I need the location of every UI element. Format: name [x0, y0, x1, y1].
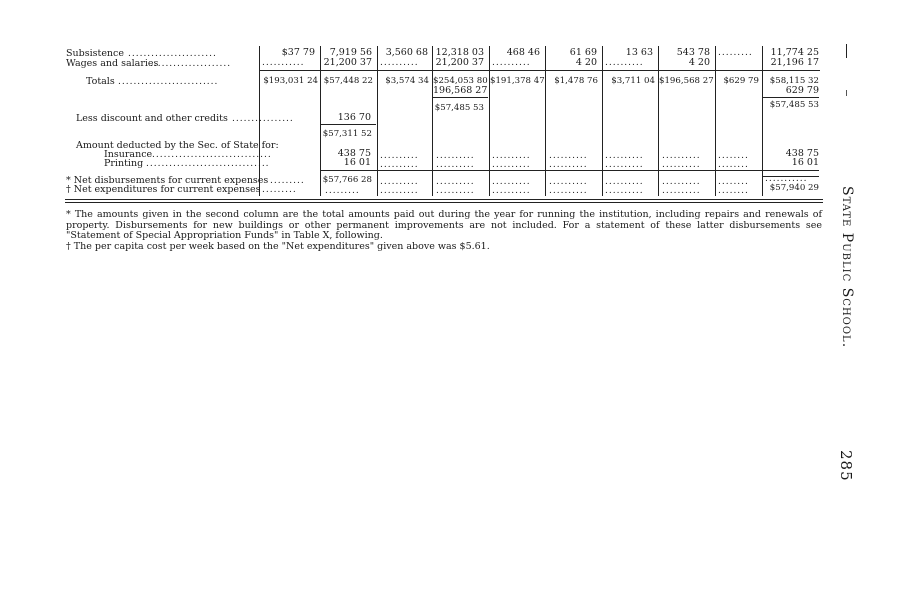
leader-dots: ..........	[436, 186, 475, 196]
footnote-star: * The amounts given in the second column are the total amounts paid out during the year for running the institution, including repairs and renewals of property. Disbursements for new buildings or other permanent improvements are not included. For a statement of these latter disbursements see "Statement of Special Appropriation Funds" in Table X, following.	[66, 209, 822, 241]
leader-dots: ..........	[492, 151, 531, 161]
leader-dots: ..........	[605, 160, 644, 170]
leader-dots: ........	[718, 186, 749, 196]
table-cell: 136 70	[337, 112, 371, 123]
leader-dots: ..........	[436, 151, 475, 161]
table-cell: 4 20	[575, 57, 597, 68]
leader-dots: ..........	[549, 177, 588, 187]
table-cell: 438 75	[785, 148, 819, 159]
leader-dots: ..........	[605, 151, 644, 161]
leader-dots: ..........	[380, 160, 419, 170]
leader-dots: ...............................	[152, 150, 272, 160]
table-cell: 11,774 25	[770, 47, 819, 58]
column-rule	[489, 46, 490, 196]
leader-dots: ..........	[492, 160, 531, 170]
table-cell: $57,311 52	[322, 129, 372, 139]
leader-dots: ..........	[436, 177, 475, 187]
leader-dots: ........	[718, 151, 749, 161]
leader-dots: ..........	[549, 151, 588, 161]
leader-dots: ..........	[662, 151, 701, 161]
table-cell: 3,560 68	[385, 47, 428, 58]
subtotal-rule	[321, 124, 376, 125]
row-label-insurance: Insurance	[104, 149, 153, 160]
table-cell: $1,478 76	[554, 76, 598, 86]
table-cell: $57,448 22	[323, 76, 373, 86]
leader-dots: ..........	[662, 160, 701, 170]
leader-dots: ..........	[605, 58, 644, 68]
leader-dots: ........	[718, 160, 749, 170]
subtotal-rule	[763, 97, 819, 98]
leader-dots: .........	[325, 186, 360, 196]
row-label-net-disbursements: * Net disbursements for current expenses	[66, 175, 269, 186]
row-label-less-discount: Less discount and other credits	[76, 113, 228, 124]
net-rule	[321, 170, 819, 171]
page-number: 285	[837, 450, 855, 482]
table-cell: $191,378 47	[490, 76, 545, 86]
table-cell: $629 79	[723, 76, 759, 86]
leader-dots: ..........	[605, 186, 644, 196]
table-cell: $57,766 28	[322, 175, 372, 185]
table-cell: $37 79	[281, 47, 315, 58]
table-cell: $57,485 53	[769, 100, 819, 110]
table-cell: 7,919 56	[329, 47, 372, 58]
table-cell: 21,200 37	[435, 57, 484, 68]
leader-dots: ..........	[549, 160, 588, 170]
column-rule	[658, 46, 659, 196]
leader-dots: .......................	[128, 49, 217, 59]
column-rule	[715, 46, 716, 196]
table-cell: $57,485 53	[434, 103, 484, 113]
leader-dots: ..........	[662, 177, 701, 187]
leader-dots: .........	[262, 185, 297, 195]
row-label-amount-deducted: Amount deducted by the Sec. of State for:	[76, 140, 279, 151]
leader-dots: ................	[232, 114, 294, 124]
row-label-wages: Wages and salaries	[66, 58, 159, 69]
leader-dots: ..........	[662, 186, 701, 196]
table-cell: 16 01	[343, 157, 371, 168]
table-cell: $196,568 27	[659, 76, 714, 86]
leader-dots: ..........	[380, 58, 419, 68]
table-cell: 16 01	[791, 157, 819, 168]
table-cell: $254,053 80	[433, 76, 488, 86]
leader-dots: ..........................	[118, 77, 219, 87]
subtotal-rule	[433, 97, 488, 98]
table-cell: 196,568 27	[433, 85, 488, 96]
table-cell: 13 63	[625, 47, 653, 58]
table-cell: $193,031 24	[263, 76, 318, 86]
table-cell: $3,711 04	[611, 76, 655, 86]
column-rule	[545, 46, 546, 196]
margin-mark	[846, 44, 847, 58]
leader-dots: ................................	[146, 159, 270, 169]
row-label-totals: Totals	[86, 76, 115, 87]
table-cell: 543 78	[676, 47, 710, 58]
totals-rule	[260, 70, 820, 71]
margin-mark	[846, 90, 847, 96]
leader-dots: ..........	[492, 186, 531, 196]
table-cell: $3,574 34	[385, 76, 429, 86]
table-cell: $58,115 32	[769, 76, 819, 86]
row-label-net-expenditures: † Net expenditures for current expenses	[66, 184, 261, 195]
table-cell: $57,940 29	[769, 183, 819, 193]
leader-dots: ...........	[262, 58, 305, 68]
footnote-dagger: † The per capita cost per week based on the "Net expenditures" given above was $5.61.	[66, 241, 490, 252]
leader-dots: ..........	[380, 186, 419, 196]
leader-dots: ..........	[436, 160, 475, 170]
table-cell: 21,196 17	[770, 57, 819, 68]
leader-dots: ..........	[492, 177, 531, 187]
row-label-subsistence: Subsistence	[66, 48, 124, 59]
table-cell: 21,200 37	[323, 57, 372, 68]
running-head: State Public School.	[839, 186, 855, 349]
table-cell: 468 46	[506, 47, 540, 58]
leader-dots: .........	[270, 176, 305, 186]
table-bottom-rule	[65, 199, 823, 200]
row-label-printing: Printing	[104, 158, 144, 169]
table-cell: 629 79	[785, 85, 819, 96]
table-cell: 4 20	[688, 57, 710, 68]
leader-dots: ........	[718, 177, 749, 187]
column-rule	[602, 46, 603, 196]
leader-dots: ..........	[380, 151, 419, 161]
table-cell: 438 75	[337, 148, 371, 159]
table-cell: 12,318 03	[435, 47, 484, 58]
column-rule	[762, 46, 763, 196]
leader-dots: ..........	[492, 58, 531, 68]
table-cell: 61 69	[569, 47, 597, 58]
table-bottom-rule	[65, 202, 823, 203]
leader-dots: ..........	[605, 177, 644, 187]
leader-dots: ..........	[549, 186, 588, 196]
column-rule	[432, 46, 433, 196]
leader-dots: ...........	[765, 174, 808, 184]
column-rule	[377, 46, 378, 196]
leader-dots: .....................	[150, 59, 232, 69]
leader-dots: ..........	[380, 177, 419, 187]
leader-dots: .........	[718, 48, 753, 58]
